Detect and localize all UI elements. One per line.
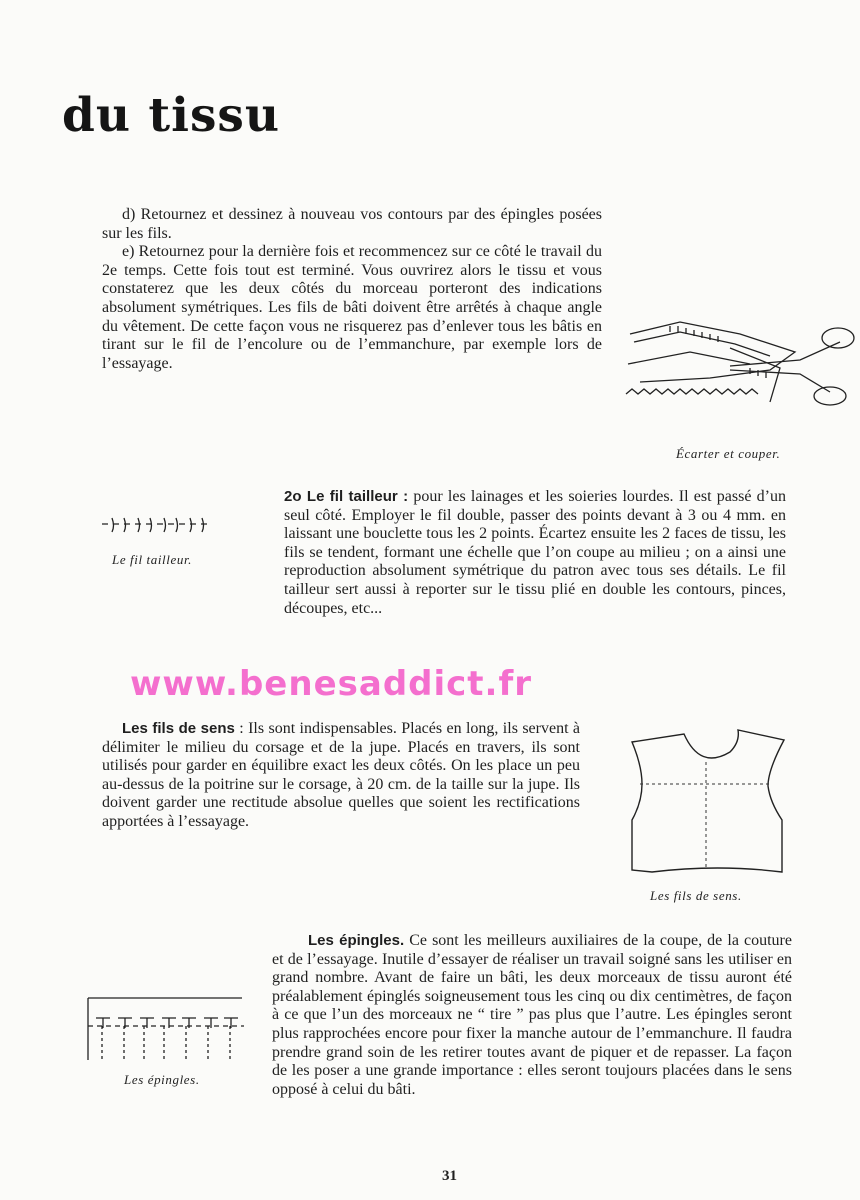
caption-fil-tailleur: Le fil tailleur. [112, 552, 193, 567]
paragraph-fil-tailleur [284, 488, 786, 618]
heading-fils-de-sens: Les fils de sens [122, 720, 235, 737]
heading-epingles: Les épingles. [308, 932, 405, 949]
caption-scissors: Écarter et couper. [676, 446, 781, 461]
paragraph-retournez [102, 206, 602, 373]
text-epingles: Ce sont les meilleurs auxiliaires de la coupe, de la couture et de l’essayage. Inutile d’essayer de réaliser un travail soigné sans les utiliser en grand nombre. Avant de faire un bâti, les deux morceaux de tissu auront été préalablement épinglés soigneusement tous les cinq ou dix centimètres, de façon à ce que l’un des morceaux ne “ tire ” pas plus que l’autre. Les épingles seront plus rapprochées encore pour fixer la manche autour de l’emmanchure. Il faudra prendre grand soin de les retirer toutes avant de piquer et de repasser. La façon de les poser a une grande importance : elles seront toujours placées dans le sens opposé à celui du bâti. [272, 932, 792, 1098]
text-fil-tailleur: pour les lainages et les soieries lourdes. Il est passé d’un seul côté. Employer le fil double, passer des points devant à 3 ou 4 mm. en laissant une bouclette tous les 2 points. Écartez ensuite les 2 faces de tissu, les fils se tendent, formant une échelle que l’on coupe au milieu ; on a ainsi une reproduction absolument symétrique du patron avec tous ses détails. Le fil tailleur sert aussi à reporter sur le tissu plié en double les contours, pinces, découpes, etc... [284, 488, 786, 617]
caption-epingles: Les épingles. [124, 1072, 200, 1087]
page-number: 31 [442, 1168, 457, 1184]
page-title: du tissu [62, 88, 281, 143]
paragraph-epingles [272, 932, 792, 1099]
heading-fil-tailleur: 2o Le fil tailleur : [284, 488, 409, 505]
paragraph-e: e) Retournez pour la dernière fois et recommencez sur ce côté le travail du 2e temps. Cette fois tout est terminé. Vous ouvrirez alors le tissu et vous constaterez que les deux côtés du morceau porteront des indications absolument symétriques. Les fils de bâti doivent être arrêtés à chaque angle du vêtement. De cette façon vous ne risquerez pas d’enlever tous les bâtis en tirant sur le fil de l’encolure ou de l’emmanchure, par exemple lors de l’essayage. [102, 243, 602, 372]
paragraph-fils-de-sens [102, 720, 580, 832]
scissors-cutting-illustration [620, 312, 860, 422]
epingles-illustration [84, 990, 246, 1066]
caption-fils-de-sens: Les fils de sens. [650, 888, 742, 903]
bodice-fils-de-sens-illustration [618, 722, 798, 880]
text-fils-de-sens: : Ils sont indispensables. Placés en long, ils servent à délimiter le milieu du corsage et de la jupe. Placés en travers, ils sont utilisés pour garder en équilibre exact les deux côtés. On les place un peu au-dessus de la poitrine sur le corsage, à 20 cm. de la taille sur la jupe. Ils doivent garder une rectitude absolue quelles que soient les rectifications apportées à l’essayage. [102, 720, 581, 830]
watermark-text: www.benesaddict.fr [130, 664, 533, 704]
paragraph-d: d) Retournez et dessinez à nouveau vos contours par des épingles posées sur les fils. [102, 206, 602, 242]
fil-tailleur-illustration [100, 514, 220, 538]
